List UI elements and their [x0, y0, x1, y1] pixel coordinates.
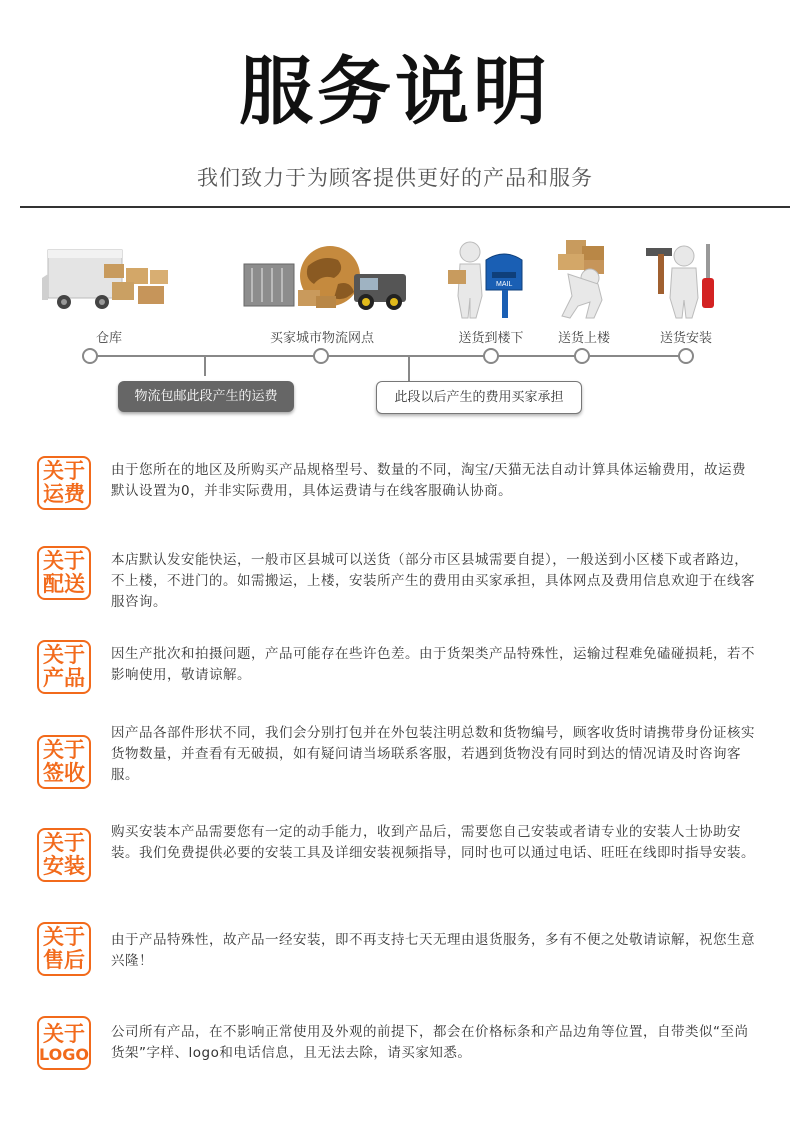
timeline-line [90, 355, 686, 357]
item-description: 公司所有产品，在不影响正常使用及外观的前提下，都会在价格标条和产品边角等位置，自带类似“至尚货架”字样、logo和电话信息，且无法去除，请买家知悉。 [111, 1024, 749, 1061]
item-description: 由于产品特殊性，故产品一经安装，即不再支持七天无理由退货服务，多有不便之处敬请谅解，祝您生意兴隆！ [111, 932, 755, 969]
badge-delivery: 关于 配送 [37, 546, 91, 600]
timeline-node [483, 348, 499, 364]
badge-installation: 关于 安装 [37, 828, 91, 882]
timeline-connector [204, 356, 206, 376]
mailbox-person-icon [446, 240, 530, 320]
step-label-downstairs: 送货到楼下 [458, 331, 524, 346]
header-divider [20, 206, 790, 208]
step-label-city-depot: 买家城市物流网点 [269, 331, 375, 346]
badge-shipping-fee: 关于 运费 [37, 456, 91, 510]
badge-logo: 关于 LOGO [37, 1016, 91, 1070]
delivery-truck-icon [42, 244, 182, 316]
timeline-node [313, 348, 329, 364]
step-label-warehouse: 仓库 [95, 331, 123, 346]
globe-logistics-icon [242, 244, 410, 316]
step-label-installation: 送货安装 [659, 331, 713, 346]
buyer-paid-tag: 此段以后产生的费用买家承担 [376, 381, 582, 414]
page-title: 服务说明 [239, 49, 551, 135]
timeline-connector [408, 356, 410, 382]
page-subtitle: 我们致力于为顾客提供更好的产品和服务 [197, 166, 593, 190]
badge-receipt: 关于 签收 [37, 735, 91, 789]
badge-after-sales: 关于 售后 [37, 922, 91, 976]
badge-product: 关于 产品 [37, 640, 91, 694]
item-description: 本店默认发安能快运，一般市区县城可以送货（部分市区县城需要自提），一般送到小区楼下或者路边，不上楼，不进门的。如需搬运，上楼，安装所产生的费用由买家承担，具体网点及费用信息欢迎于在线客服咨询。 [111, 552, 755, 610]
svg-text:MAIL: MAIL [496, 281, 513, 288]
item-description: 由于您所在的地区及所购买产品规格型号、数量的不同，淘宝/天猫无法自动计算具体运输费用，故运费默认设置为0，并非实际费用，具体运费请与在线客服确认协商。 [111, 462, 747, 499]
seller-paid-tag: 物流包邮此段产生的运费 [118, 381, 294, 412]
carry-boxes-person-icon [548, 240, 624, 320]
timeline-node [574, 348, 590, 364]
timeline-node [82, 348, 98, 364]
item-description: 购买安装本产品需要您有一定的动手能力，收到产品后，需要您自己安装或者请专业的安装人士协助安装。我们免费提供必要的安装工具及详细安装视频指导，同时也可以通过电话、旺旺在线即时指导安装。 [111, 824, 755, 861]
item-description: 因产品各部件形状不同，我们会分别打包并在外包装注明总数和货物编号，顾客收货时请携带身份证核实货物数量，并查看有无破损，如有疑问请当场联系客服，若遇到货物没有同时到达的情况请及时咨询客服。 [111, 725, 755, 783]
step-label-upstairs: 送货上楼 [557, 331, 611, 346]
tools-person-icon [640, 240, 724, 320]
item-description: 因生产批次和拍摄问题，产品可能存在些许色差。由于货架类产品特殊性，运输过程难免磕碰损耗，若不影响使用，敬请谅解。 [111, 646, 755, 683]
timeline-node [678, 348, 694, 364]
